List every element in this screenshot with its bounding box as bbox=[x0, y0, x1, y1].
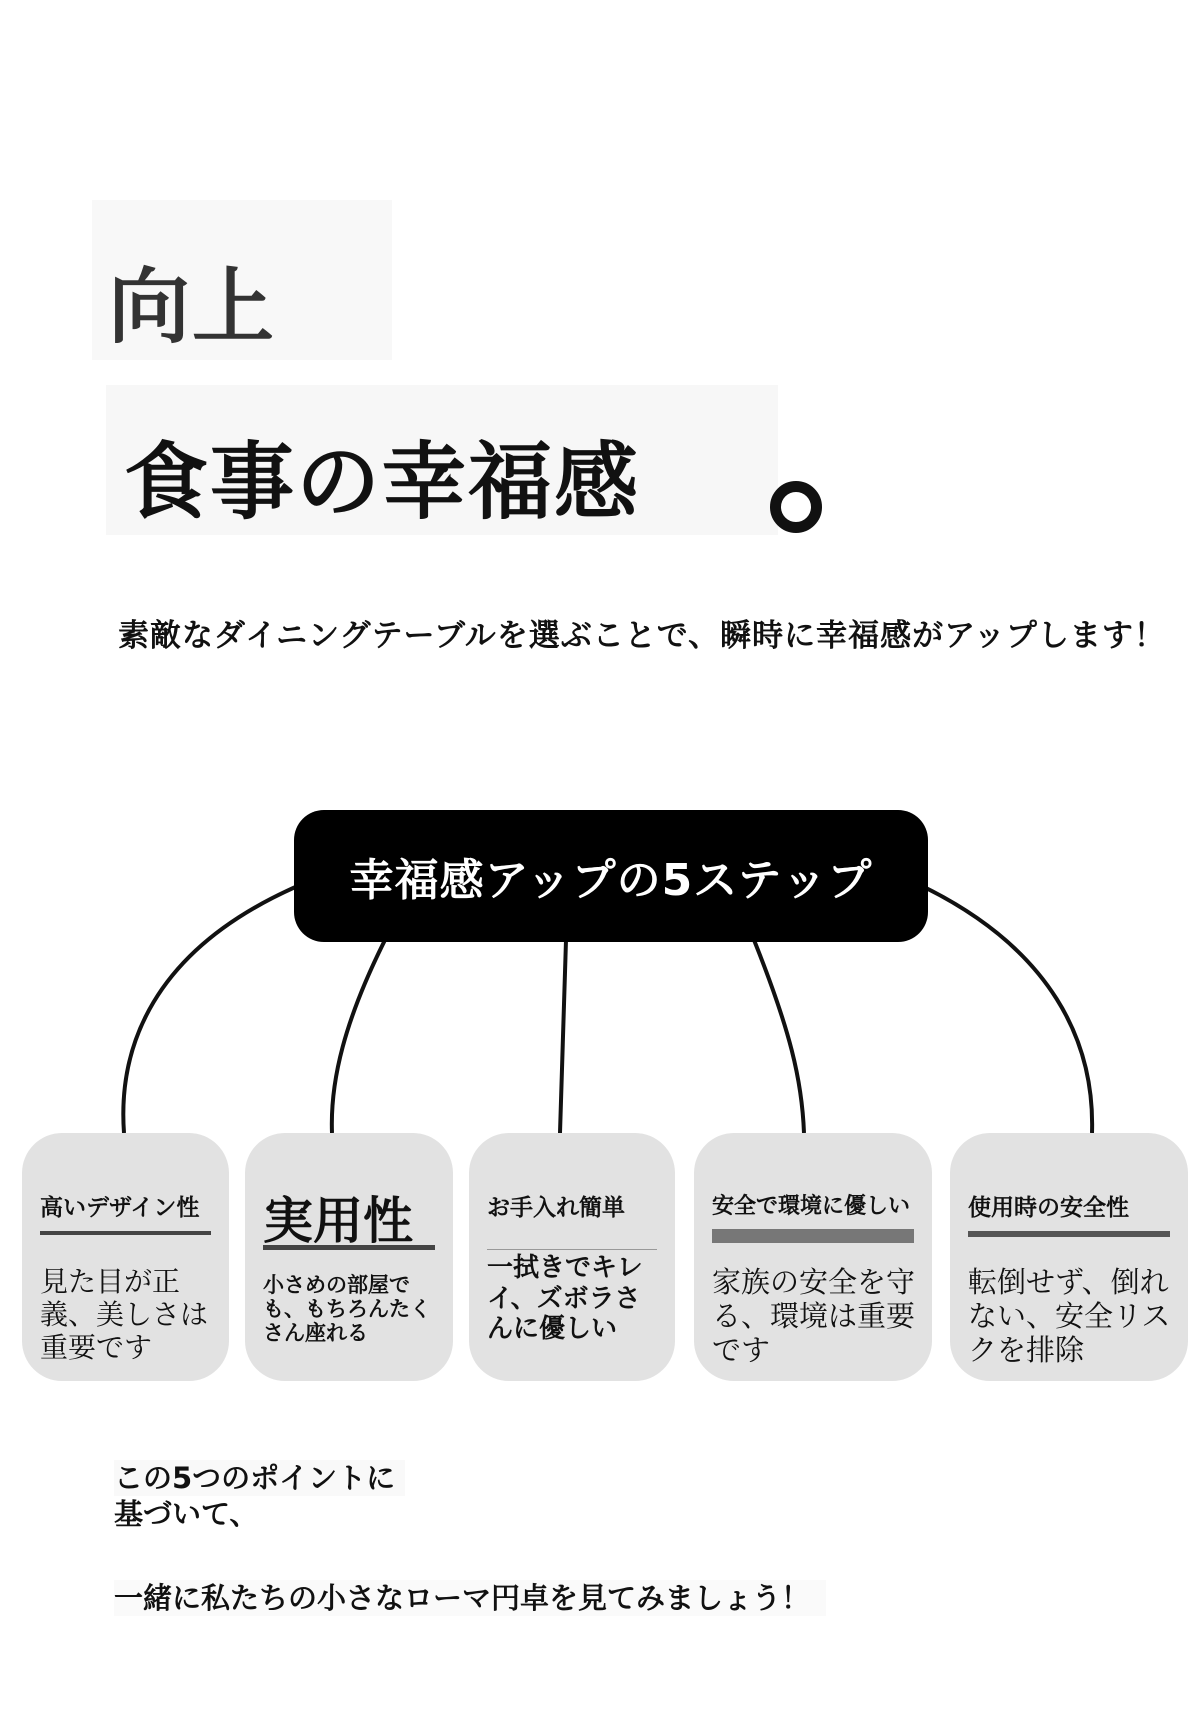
center-node-label: 幸福感アップの5ステップ bbox=[349, 855, 873, 906]
divider bbox=[968, 1231, 1170, 1237]
step-title: 実用性 bbox=[263, 1192, 413, 1250]
step-title: 高いデザイン性 bbox=[40, 1195, 200, 1221]
tagline: 素敵なダイニングテーブルを選ぶことで、瞬時に幸福感がアップします！ bbox=[118, 618, 1166, 654]
closing-line-1: この5つのポイントに bbox=[114, 1460, 405, 1496]
step-title: お手入れ簡単 bbox=[487, 1195, 625, 1221]
step-card-easy-care bbox=[469, 1133, 675, 1381]
connector-5 bbox=[926, 888, 1092, 1133]
closing-line-2: 基づいて、 bbox=[114, 1497, 259, 1531]
step-description: 見た目が正義、美しさは重要です bbox=[40, 1265, 209, 1365]
divider bbox=[40, 1231, 211, 1235]
step-card-usage-safety bbox=[950, 1133, 1188, 1381]
step-description: 家族の安全を守る、環境は重要です bbox=[712, 1265, 916, 1368]
connector-1 bbox=[123, 885, 300, 1133]
closing-text bbox=[114, 1460, 1014, 1616]
step-card-design bbox=[22, 1133, 229, 1381]
divider bbox=[712, 1229, 914, 1243]
connector-4 bbox=[754, 940, 804, 1133]
step-description: 小さめの部屋でも、もちろんたくさん座れる bbox=[263, 1273, 431, 1346]
step-description: 転倒せず、倒れない、安全リスクを排除 bbox=[968, 1265, 1171, 1368]
connector-2 bbox=[332, 940, 385, 1133]
subheading: 向上 bbox=[108, 260, 277, 355]
step-card-practicality bbox=[245, 1133, 453, 1381]
closing-line-3: 一緒に私たちの小さなローマ円卓を見てみましょう！ bbox=[114, 1580, 826, 1616]
step-description: 一拭きでキレイ、ズボラさんに優しい bbox=[487, 1253, 643, 1345]
step-title: 安全で環境に優しい bbox=[712, 1194, 911, 1219]
step-title: 使用時の安全性 bbox=[968, 1195, 1129, 1221]
divider bbox=[487, 1249, 657, 1250]
center-node bbox=[294, 810, 928, 942]
main-heading: 食事の幸福感 bbox=[124, 433, 641, 531]
connector-3 bbox=[560, 940, 566, 1133]
divider bbox=[263, 1245, 435, 1250]
step-card-eco-safety bbox=[694, 1133, 932, 1381]
